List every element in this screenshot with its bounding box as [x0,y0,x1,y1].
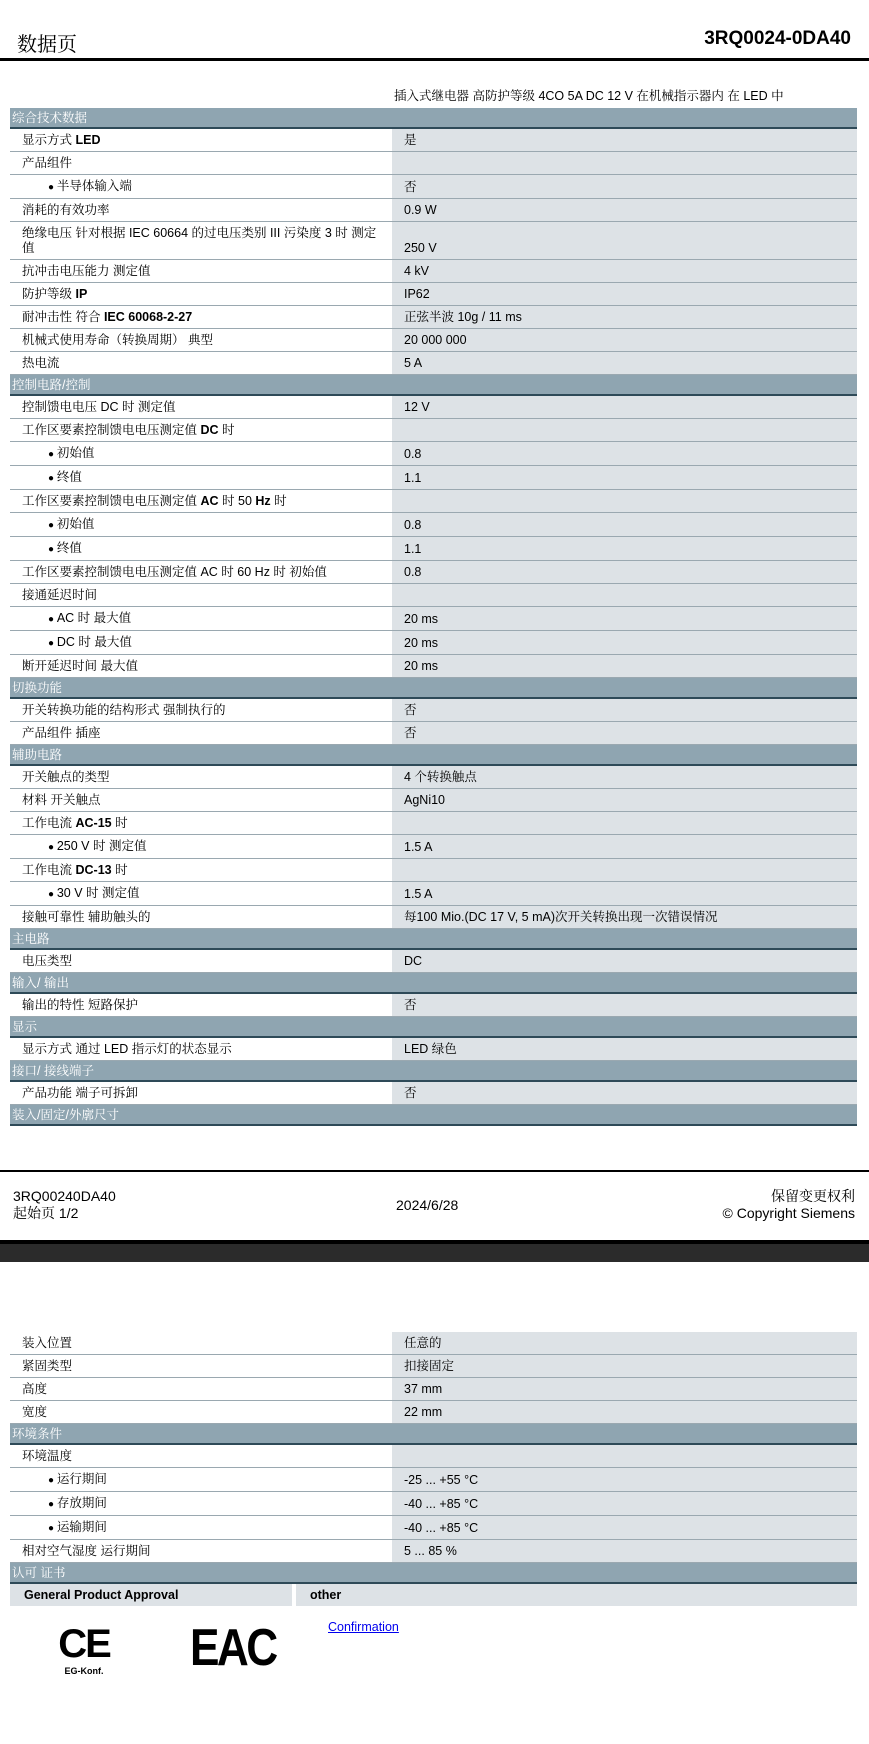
spec-label [10,513,392,536]
product-code: 3RQ0024-0DA40 [704,28,851,49]
spec-value: 否 [392,1082,857,1104]
spec-label-text: 工作区要素控制馈电电压测定值 DC 时 [22,423,235,437]
table-row [10,1401,857,1424]
section-header: 显示 [10,1017,857,1038]
page-header [0,0,869,60]
spec-table-page-1 [10,108,857,1126]
spec-label [10,152,392,174]
spec-label-text: 运输期间 [56,1520,107,1534]
spec-label [10,419,392,441]
spec-label [10,1378,392,1400]
spec-label [10,1082,392,1104]
spec-label [10,490,392,512]
spec-value: 5 ... 85 % [392,1540,857,1562]
bullet-icon [48,1520,57,1534]
approval-logos [10,1606,857,1696]
footer-rights: 保留变更权利 [771,1188,855,1204]
spec-label-text: 开关触点的类型 [22,770,110,784]
table-row [10,442,857,466]
spec-label [10,766,392,788]
spec-value [392,584,857,606]
spec-value: DC [392,950,857,972]
spec-label [10,812,392,834]
spec-label-text: 电压类型 [22,954,73,968]
spec-label [10,199,392,221]
spec-label-text: AC 时 最大值 [56,611,132,625]
table-row [10,699,857,722]
spec-value [392,152,857,174]
table-row [10,1332,857,1355]
spec-value: 0.8 [392,513,857,536]
spec-label [10,442,392,465]
section-header: 输入/ 输出 [10,973,857,994]
header-divider [0,58,869,61]
spec-label [10,607,392,630]
table-row [10,882,857,906]
page-separator [0,1244,869,1262]
spec-label-text: 防护等级 IP [22,287,88,301]
spec-label [10,1401,392,1423]
spec-label [10,859,392,881]
spec-label [10,835,392,858]
approval-col-other: other [296,1584,857,1606]
spec-label [10,561,392,583]
bullet-icon [48,886,57,900]
table-row [10,631,857,655]
approval-col-general: General Product Approval [10,1584,292,1606]
table-row [10,466,857,490]
spec-value: 5 A [392,352,857,374]
spec-value: 1.1 [392,537,857,560]
table-row [10,283,857,306]
table-row [10,766,857,789]
spec-value: 250 V [392,222,857,259]
spec-label-text: 环境温度 [22,1449,73,1463]
ce-mark-icon [54,1622,114,1676]
spec-label [10,1038,392,1060]
spec-label [10,655,392,677]
spec-label-text: 工作电流 AC-15 时 [22,816,128,830]
spec-value [392,812,857,834]
table-row [10,607,857,631]
spec-value: 20 000 000 [392,329,857,351]
spec-label-text: 终值 [56,470,82,484]
spec-value: 0.8 [392,561,857,583]
spec-label [10,466,392,489]
spec-value: 否 [392,699,857,721]
spec-label-text: 材料 开关触点 [22,793,101,807]
bullet-icon [48,470,57,484]
spec-label-text: 运行期间 [56,1472,107,1486]
spec-value: 1.1 [392,466,857,489]
table-row [10,561,857,584]
spec-label-text: 紧固类型 [22,1359,73,1373]
table-row [10,490,857,513]
section-header: 主电路 [10,929,857,950]
footer-code: 3RQ00240DA40 [13,1188,116,1204]
table-row [10,994,857,1017]
spec-label [10,1492,392,1515]
approval-table-header [10,1584,857,1606]
page-title: 数据页 [17,34,77,56]
spec-value: 12 V [392,396,857,418]
bullet-icon [48,1496,57,1510]
table-row [10,1468,857,1492]
spec-label [10,1516,392,1539]
table-row [10,1038,857,1061]
table-row [10,1516,857,1540]
spec-label-text: 抗冲击电压能力 测定值 [22,264,151,278]
footer-left [13,1188,116,1222]
table-row [10,789,857,812]
spec-value: LED 绿色 [392,1038,857,1060]
spec-label-text: 宽度 [22,1405,48,1419]
footer-divider [0,1170,869,1172]
spec-label-text: 输出的特性 短路保护 [22,998,138,1012]
section-header: 认可 证书 [10,1563,857,1584]
section-header: 切换功能 [10,678,857,699]
spec-label [10,882,392,905]
table-row [10,396,857,419]
spec-value: 每100 Mio.(DC 17 V, 5 mA)次开关转换出现一次错误情况 [392,906,857,928]
spec-label-text: 显示方式 通过 LED 指示灯的状态显示 [22,1042,232,1056]
bullet-icon [48,541,57,555]
spec-label-text: 高度 [22,1382,48,1396]
table-row [10,513,857,537]
table-row [10,812,857,835]
spec-label-text: 控制馈电电压 DC 时 测定值 [22,400,176,414]
table-row [10,152,857,175]
spec-value: 是 [392,129,857,151]
spec-label [10,283,392,305]
bullet-icon [48,517,57,531]
table-row [10,329,857,352]
table-row [10,859,857,882]
spec-label [10,1355,392,1377]
spec-label [10,222,392,259]
spec-label [10,537,392,560]
spec-label-text: 相对空气湿度 运行期间 [22,1544,151,1558]
table-row [10,584,857,607]
spec-value: 否 [392,722,857,744]
table-row [10,906,857,929]
spec-label [10,1332,392,1354]
table-row [10,1492,857,1516]
section-header: 装入/固定/外廓尺寸 [10,1105,857,1126]
spec-value [392,1445,857,1467]
bullet-icon [48,1472,57,1486]
spec-table-page-2 [10,1332,857,1696]
spec-value [392,859,857,881]
section-header: 辅助电路 [10,745,857,766]
spec-value: 扣接固定 [392,1355,857,1377]
spec-value: 37 mm [392,1378,857,1400]
section-header: 接口/ 接线端子 [10,1061,857,1082]
spec-value: IP62 [392,283,857,305]
spec-value: 0.8 [392,442,857,465]
table-row [10,1082,857,1105]
spec-label [10,994,392,1016]
spec-label-text: 绝缘电压 针对根据 IEC 60664 的过电压类别 III 污染度 3 时 测定值 [22,226,377,255]
spec-value: 4 kV [392,260,857,282]
table-row [10,419,857,442]
table-row [10,260,857,283]
spec-label-text: 产品组件 插座 [22,726,101,740]
spec-label-text: 产品组件 [22,156,73,170]
spec-value: 20 ms [392,631,857,654]
footer-page: 起始页 1/2 [13,1205,79,1221]
table-row [10,222,857,260]
spec-label [10,306,392,328]
page-footer [0,1170,869,1240]
eac-mark-icon: EAC [190,1619,276,1677]
bullet-icon [48,446,57,460]
spec-label-text: 工作电流 DC-13 时 [22,863,128,877]
spec-label-text: 显示方式 LED [22,133,101,147]
spec-label-text: 装入位置 [22,1336,73,1350]
spec-label-text: 工作区要素控制馈电电压测定值 AC 时 60 Hz 时 初始值 [22,565,327,579]
spec-label-text: 存放期间 [56,1496,107,1510]
spec-label [10,1445,392,1467]
spec-value: 1.5 A [392,835,857,858]
spec-label [10,699,392,721]
page-2 [0,1262,869,1744]
ce-label: EG-Konf. [64,1666,104,1676]
spec-value [392,490,857,512]
spec-value: -40 ... +85 °C [392,1492,857,1515]
spec-label-text: 产品功能 端子可拆卸 [22,1086,138,1100]
section-header: 环境条件 [10,1424,857,1445]
spec-label [10,722,392,744]
spec-label-text: 终值 [56,541,82,555]
footer-right [723,1188,855,1222]
table-row [10,1355,857,1378]
spec-label [10,396,392,418]
spec-value: 22 mm [392,1401,857,1423]
footer-date: 2024/6/28 [396,1197,459,1213]
spec-label-text: 耐冲击性 符合 IEC 60068-2-27 [22,310,193,324]
spec-label-text: 消耗的有效功率 [22,203,110,217]
spec-label-text: DC 时 最大值 [56,635,132,649]
spec-value: 20 ms [392,607,857,630]
spec-label-text: 机械式使用寿命（转换周期） 典型 [22,333,213,347]
spec-value: 否 [392,175,857,198]
spec-label-text: 热电流 [22,356,60,370]
spec-value: 4 个转换触点 [392,766,857,788]
spec-label [10,789,392,811]
spec-value: 否 [392,994,857,1016]
spec-value: 任意的 [392,1332,857,1354]
spec-label [10,260,392,282]
table-row [10,352,857,375]
spec-value: AgNi10 [392,789,857,811]
table-row [10,1378,857,1401]
table-row [10,722,857,745]
spec-value: 1.5 A [392,882,857,905]
table-row [10,1540,857,1563]
spec-value: 0.9 W [392,199,857,221]
confirmation-link[interactable]: Confirmation [328,1620,399,1634]
spec-label-text: 初始值 [56,517,95,531]
spec-label [10,129,392,151]
table-row [10,950,857,973]
spec-label [10,1468,392,1491]
table-row [10,306,857,329]
spec-label-text: 开关转换功能的结构形式 强制执行的 [22,703,226,717]
spec-label-text: 初始值 [56,446,95,460]
spec-value: -40 ... +85 °C [392,1516,857,1539]
spec-label-text: 接触可靠性 辅助触头的 [22,910,151,924]
spec-label [10,950,392,972]
spec-label-text: 断开延迟时间 最大值 [22,659,138,673]
spec-label [10,329,392,351]
footer-copyright: © Copyright Siemens [722,1205,855,1221]
spec-value: -25 ... +55 °C [392,1468,857,1491]
table-row [10,835,857,859]
table-row [10,175,857,199]
spec-label [10,1540,392,1562]
spec-value [392,419,857,441]
spec-label [10,906,392,928]
bullet-icon [48,839,57,853]
spec-value: 20 ms [392,655,857,677]
bullet-icon [48,179,57,193]
table-row [10,129,857,152]
spec-value: 正弦半波 10g / 11 ms [392,306,857,328]
spec-label [10,584,392,606]
product-description: 插入式继电器 高防护等级 4CO 5A DC 12 V 在机械指示器内 在 LED 中 [394,89,784,103]
section-header: 控制电路/控制 [10,375,857,396]
spec-label-text: 半导体输入端 [56,179,132,193]
table-row [10,199,857,222]
spec-label [10,175,392,198]
spec-label-text: 接通延迟时间 [22,588,98,602]
spec-label-text: 30 V 时 测定值 [56,886,140,900]
table-row [10,655,857,678]
table-row [10,1445,857,1468]
table-row [10,537,857,561]
ce-mark-text: CE [58,1622,110,1666]
spec-label-text: 250 V 时 测定值 [56,839,147,853]
spec-label-text: 工作区要素控制馈电电压测定值 AC 时 50 Hz 时 [22,494,287,508]
bullet-icon [48,611,57,625]
spec-label [10,631,392,654]
section-header: 综合技术数据 [10,108,857,129]
spec-label [10,352,392,374]
bullet-icon [48,635,57,649]
